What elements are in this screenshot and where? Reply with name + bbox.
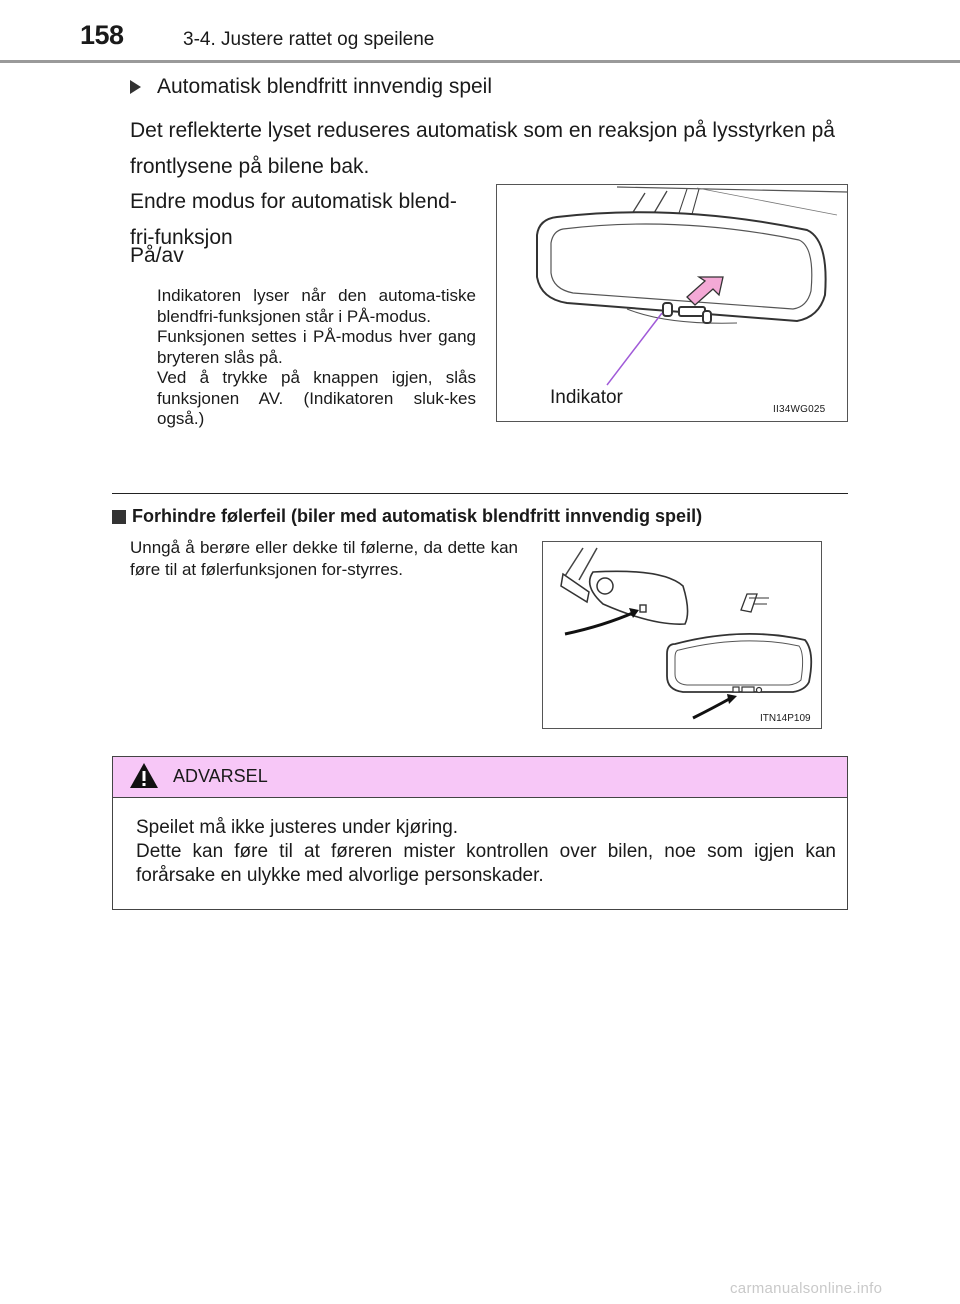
auto-mirror-heading — [130, 75, 492, 99]
warning-header — [113, 757, 847, 798]
warning-box — [112, 756, 848, 910]
mode-heading: Endre modus for automatisk blend-fri-funksjon — [130, 190, 457, 249]
figure-code: ITN14P109 — [760, 713, 811, 724]
section-divider — [112, 493, 848, 494]
warning-title: ADVARSEL — [173, 766, 268, 786]
onoff-label: På/av — [130, 244, 184, 267]
sensor-section-body: Unngå å berøre eller dekke til følerne, da dette kan føre til at følerfunksjonen for-styrres. — [130, 538, 518, 579]
indicator-description: Indikatoren lyser når den automa-tiske blendfri-funksjonen står i PÅ-modus. Funksjonen settes i PÅ-modus hver gang bryteren slås på. Ved å trykke på knappen igjen, slås funksjonen AV. (Indikatoren sluk-kes også.) — [157, 286, 476, 428]
watermark: carmanualsonline.info — [730, 1280, 883, 1297]
auto-mirror-intro: Det reflekterte lyset reduseres automatisk som en reaksjon på lysstyrken på frontlysene på bilene bak. — [130, 119, 835, 178]
auto-mirror-heading-text: Automatisk blendfritt innvendig speil — [157, 75, 493, 98]
sensor-figure — [542, 541, 822, 729]
mirror-illustration — [497, 185, 847, 421]
warning-icon — [129, 761, 159, 791]
figure-code: II34WG025 — [773, 404, 826, 415]
sensor-section-heading-text: Forhindre følerfeil (biler med automatisk blendfritt innvendig speil) — [132, 506, 703, 526]
sensor-illustration — [543, 542, 821, 728]
mirror-figure — [496, 184, 848, 422]
indicator-label: Indikator — [550, 387, 623, 408]
section-title: 3-4. Justere rattet og speilene — [183, 29, 435, 50]
triangle-bullet-icon — [130, 80, 141, 94]
warning-text: Speilet må ikke justeres under kjøring. Dette kan føre til at føreren mister kontrollen over bilen, noe som igjen kan forårsake en ulykke med alvorlige personskader. — [136, 817, 836, 886]
header-rule — [0, 60, 960, 63]
sensor-section-heading — [112, 506, 702, 527]
square-bullet-icon — [112, 510, 126, 524]
page-number: 158 — [80, 20, 124, 50]
